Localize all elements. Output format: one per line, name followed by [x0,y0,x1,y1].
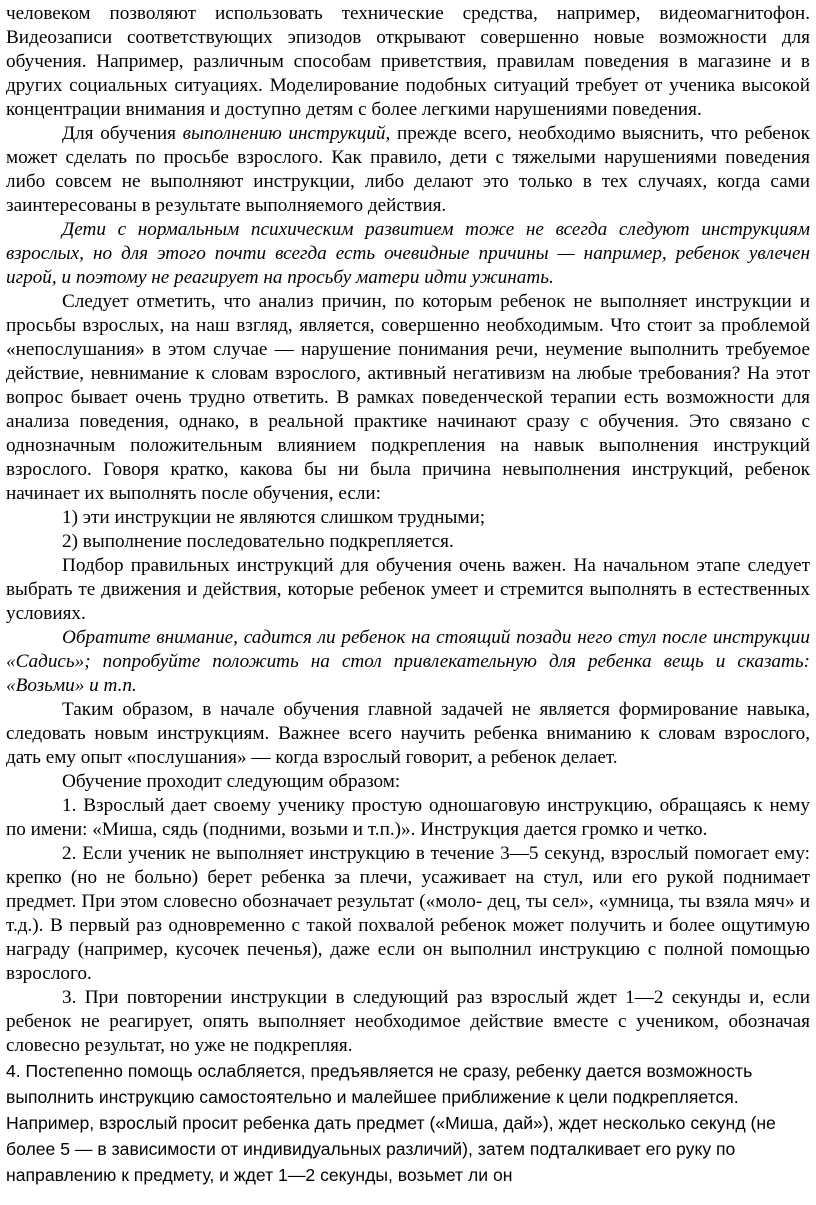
paragraph-procedure-intro: Обучение проходит следующим образом: [62,771,401,792]
numbered-step-1: 1. Взрослый дает своему ученику простую одношаговую инструкцию, обращаясь к нему по имени: «Миша, сядь (подними, возьми и т.п.)». Инструкция дается громко и четко. [6,795,810,840]
paragraph-analysis: Следует отметить, что анализ причин, по которым ребенок не выполняет инструкции и просьбы взрослых, на наш взгляд, является, совершенно необходимым. Что стоит за проблемой «непослушания» в этом случае — нарушение понимания речи, неумение выполнить требуемое действие, невнимание к словам взрослого, активный негативизм на любые требования? На этот вопрос бывает очень трудно ответить. В рамках поведенческой терапии есть возможности для анализа поведения, однако, в реальной практике начинают сразу с обучения. Это связано с однозначным положительным влиянием подкрепления на навык выполнения инструкций взрослого. Говоря кратко, какова бы ни была причина невыполнения инструкций, ребенок начинает их выполнять после обучения, если: [6,291,810,504]
paragraph-selection: Подбор правильных инструкций для обучения очень важен. На начальном этапе следует выбрать те движения и действия, которые ребенок умеет и стремится выполнять в естественных условиях. [6,555,810,624]
list-item-2: 2) выполнение последовательно подкрепляется. [62,531,454,552]
paragraph-instructions-start: Для обучения [62,123,183,144]
paragraph-instructions [6,122,810,218]
paragraph-normal-development: Дети с нормальным психическим развитием тоже не всегда следуют инструкциям взрослых, но для этого почти всегда есть очевидные причины — например, ребенок увлечен игрой, и поэтому не реагирует на просьбу матери идти ужинать. [6,219,810,288]
paragraph-conclusion: Таким образом, в начале обучения главной задачей не является формирование навыка, следовать новым инструкциям. Важнее всего научить ребенка вниманию к словам взрослого, дать ему опыт «послушания» — когда взрослый говорит, а ребенок делает. [6,699,810,768]
paragraph-attention-example: Обратите внимание, садится ли ребенок на стоящий позади него стул после инструкции «Садись»; попробуйте положить на стол привлекательную для ребенка вещь и сказать: «Возьми» и т.п. [6,627,810,696]
list-item-1: 1) эти инструкции не являются слишком трудными; [62,507,486,528]
paragraph-instructions-rest: прежде всего, необходимо выяснить, что ребенок может сделать по просьбе взрослого. Как правило, дети с тяжелыми нарушениями поведения либо совсем не выполняют инструкции, либо делают это только в тех случаях, когда сами заинтересованы в результате выполняемого действия. [6,123,810,216]
numbered-step-2: 2. Если ученик не выполняет инструкцию в течение 3—5 секунд, взрослый помогает ему: крепко (но не больно) берет ребенка за плечи, усаживает на стул, или его рукой поднимает предмет. При этом словесно обозначает результат («моло- дец, ты сел», «умница, ты взяла мяч» и т.д.). В первый раз одновременно с такой похвалой ребенок может получить и более ощутимую награду (например, кусочек печенья), даже если он выполнил инструкцию с полной помощью взрослого. [6,843,810,984]
paragraph-intro: человеком позволяют использовать технические средства, например, видеомагнитофон. Видеозаписи соответствующих эпизодов открывают совершенно новые возможности для обучения. Например, различным способам приветствия, правилам поведения в магазине и в других социальных ситуациях. Моделирование подобных ситуаций требует от ученика высокой концентрации внимания и доступно детям с более легкими нарушениями поведения. [6,3,810,120]
numbered-step-3: 3. При повторении инструкции в следующий раз взрослый ждет 1—2 секунды и, если ребенок не реагирует, опять выполняет необходимое действие вместе с учеником, обозначая словесно результат, но уже не подкрепляя. [6,987,810,1056]
paragraph-instructions-italic: выполнению инструкций, [182,123,391,144]
numbered-step-4: 4. Постепенно помощь ослабляется, предъявляется не сразу, ребенку дается возможность выполнить инструкцию самостоятельно и малейшее приближение к цели подкрепляется. Например, взрослый просит ребенка дать предмет («Миша, дай»), ждет несколько секунд (не более 5 — в зависимости от индивидуальных различий), затем подталкивает его руку по направлению к предмету, и ждет 1—2 секунды, возьмет ли он [6,1061,776,1185]
